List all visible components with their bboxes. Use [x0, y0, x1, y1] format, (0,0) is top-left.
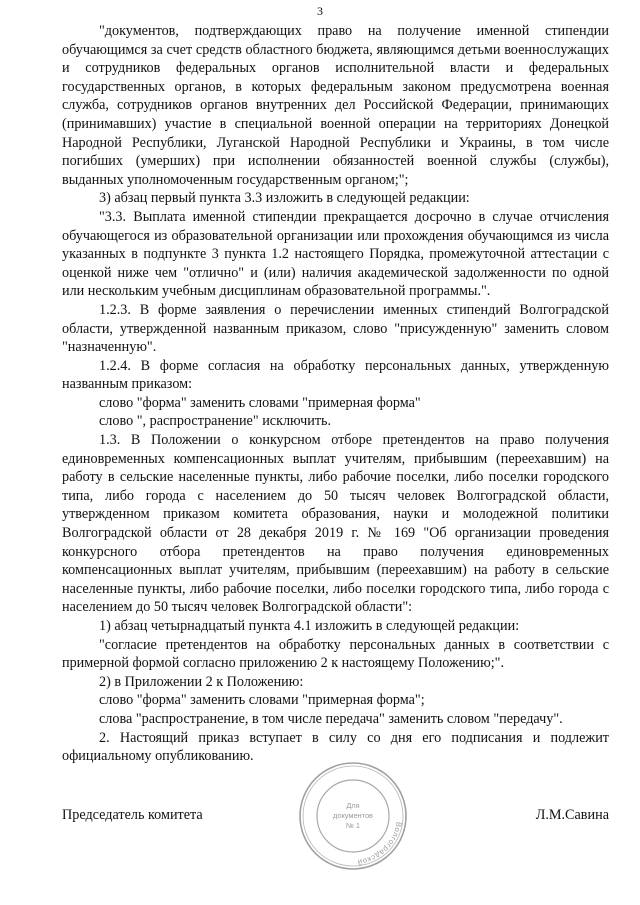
paragraph-replace-form: слово "форма" заменить словами "примерная форма": [99, 394, 421, 411]
document-body: [62, 22, 609, 766]
paragraph-item-3: 3) абзац первый пункта 3.3 изложить в следующей редакции:: [99, 190, 470, 207]
paragraph-consent-text: "согласие претендентов на обработку персональных данных в соответствии с примерной формой согласно приложению 2 к настоящему Положению;".: [62, 636, 609, 672]
official-seal-stamp: [297, 760, 409, 872]
signatory-title: Председатель комитета: [62, 807, 203, 823]
paragraph-item-2: 2) в Приложении 2 к Положению:: [99, 673, 304, 690]
paragraph-1-2-4: 1.2.4. В форме согласия на обработку персональных данных, утвержденную названным приказом:: [62, 357, 609, 393]
seal-center-line-1: Для: [346, 801, 360, 810]
paragraph-effective-date: 2. Настоящий приказ вступает в силу со дня его подписания и подлежит официальному опубликованию.: [62, 729, 609, 765]
signatory-name: Л.М.Савина: [535, 807, 609, 823]
paragraph-remove-distribution: слово ", распространение" исключить.: [99, 413, 332, 430]
paragraph-documents-list: "документов, подтверждающих право на получение именной стипендии обучающимся за счет средств областного бюджета, являющимся детьми военнослужащих и сотрудников федеральных органов исполнительной власти и федеральных государственных органов, в которых федеральным законом предусмотрена военная служба, сотрудников органов внутренних дел Российской Федерации, принимающих (принимавших) участие в специальной военной операции на территориях Донецкой Народной Республики, Луганской Народной Республики и Украины, в том числе погибших (умерших) при исполнении обязанностей военной службы (службы), выданных уполномоченным государственным органом;";: [62, 23, 609, 188]
seal-center-line-3: № 1: [345, 821, 361, 830]
paragraph-1-3: 1.3. В Положении о конкурсном отборе претендентов на право получения единовременных компенсационных выплат учителям, прибывшим (переехавшим) на работу в сельские населенные пункты, либо рабочие поселки, либо поселки городского типа, либо города с населением до 50 тысяч человек Волгоградской области, утвержденном приказом комитета образования, науки и молодежной политики Волгоградской области от 28 декабря 2019 г. № 169 "Об организации проведения конкурсного отбора претендентов на право получения единовременных компенсационных выплат учителям, прибывшим (переехавшим) на работу в сельские населенные пункты, либо рабочие поселки, либо поселки городского типа, либо города с населением до 50 тысяч человек Волгоградской области":: [62, 432, 609, 616]
seal-ring-text: Волгоградской: [356, 821, 404, 867]
paragraph-item-1: 1) абзац четырнадцатый пункта 4.1 изложить в следующей редакции:: [99, 618, 520, 634]
page-number: 3: [317, 4, 323, 18]
seal-center-line-2: документов: [333, 811, 373, 820]
seal-graphic: [297, 760, 409, 872]
svg-text:Волгоградской: [357, 821, 404, 867]
paragraph-1-2-3: 1.2.3. В форме заявления о перечислении именных стипендий Волгоградской области, утвержденной названным приказом, слово "присужденную" заменить словом "назначенную".: [62, 301, 609, 356]
paragraph-clause-3-3: "3.3. Выплата именной стипендии прекращается досрочно в случае отчисления обучающегося из образовательной организации или прохождения обучающимся из числа указанных в подпункте 3 пункта 1.2 настоящего Порядка, промежуточной аттестации с оценкой ниже чем "отлично" и (или) наличия академической задолженности по одной или нескольким учебным дисциплинам образовательной программы.".: [62, 208, 609, 300]
paragraph-replace-transfer: слова "распространение, в том числе передача" заменить словом "передачу".: [99, 710, 563, 727]
paragraph-replace-form-2: слово "форма" заменить словами "примерная форма";: [99, 692, 425, 709]
